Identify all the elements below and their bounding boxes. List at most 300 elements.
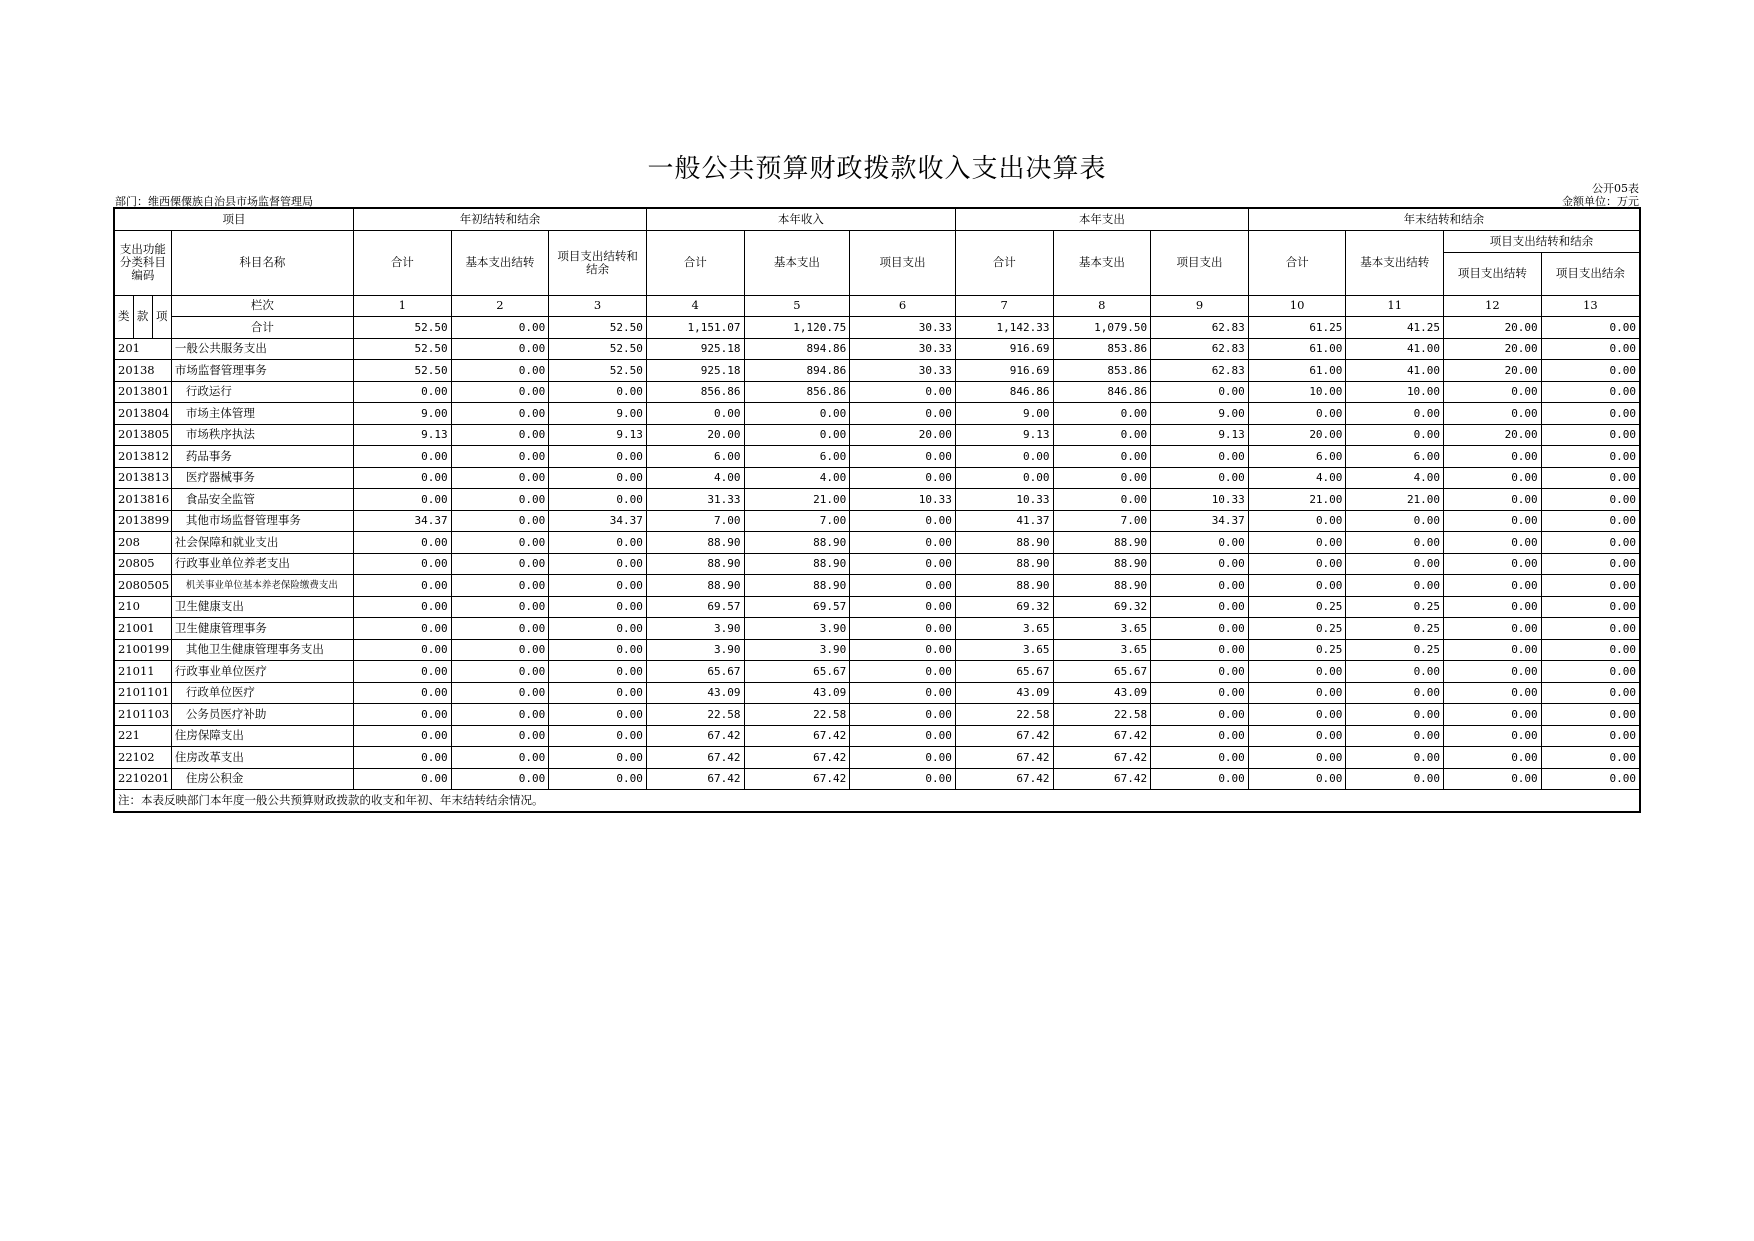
row-value: 67.42 bbox=[1053, 747, 1151, 769]
table-row bbox=[114, 381, 1640, 403]
row-value: 0.00 bbox=[1151, 725, 1249, 747]
row-value: 10.00 bbox=[1346, 381, 1444, 403]
row-value: 0.00 bbox=[1053, 489, 1151, 511]
row-name: 机关事业单位基本养老保险缴费支出 bbox=[171, 575, 353, 597]
row-value: 0.00 bbox=[1248, 682, 1346, 704]
row-value: 0.00 bbox=[451, 446, 549, 468]
row-value: 88.90 bbox=[646, 553, 744, 575]
row-value: 0.00 bbox=[1541, 360, 1640, 382]
row-value: 0.00 bbox=[1444, 510, 1542, 532]
row-value: 20.00 bbox=[1444, 338, 1542, 360]
row-value: 0.00 bbox=[1248, 725, 1346, 747]
header-kuan: 款 bbox=[133, 295, 152, 338]
row-value: 88.90 bbox=[646, 532, 744, 554]
total-value: 62.83 bbox=[1151, 317, 1249, 339]
row-value: 20.00 bbox=[850, 424, 956, 446]
row-code: 2210201 bbox=[114, 768, 171, 790]
row-value: 0.00 bbox=[744, 424, 850, 446]
row-value: 4.00 bbox=[1248, 467, 1346, 489]
row-value: 69.57 bbox=[744, 596, 850, 618]
table-row bbox=[114, 639, 1640, 661]
row-value: 0.00 bbox=[354, 446, 452, 468]
page-title: 一般公共预算财政拨款收入支出决算表 bbox=[647, 154, 1107, 184]
total-value: 52.50 bbox=[354, 317, 452, 339]
row-value: 0.00 bbox=[1151, 553, 1249, 575]
row-value: 3.65 bbox=[955, 618, 1053, 640]
row-value: 0.00 bbox=[1541, 424, 1640, 446]
total-value: 1,120.75 bbox=[744, 317, 850, 339]
row-value: 10.33 bbox=[850, 489, 956, 511]
table-row bbox=[114, 747, 1640, 769]
col-num: 7 bbox=[955, 295, 1053, 317]
row-value: 0.00 bbox=[549, 747, 647, 769]
row-value: 0.00 bbox=[1541, 661, 1640, 683]
row-value: 0.00 bbox=[354, 467, 452, 489]
row-name: 卫生健康管理事务 bbox=[171, 618, 353, 640]
row-value: 3.90 bbox=[744, 639, 850, 661]
row-value: 0.00 bbox=[1444, 553, 1542, 575]
row-value: 0.00 bbox=[1248, 768, 1346, 790]
row-value: 62.83 bbox=[1151, 360, 1249, 382]
row-value: 20.00 bbox=[1444, 360, 1542, 382]
row-value: 0.00 bbox=[1248, 747, 1346, 769]
row-value: 0.00 bbox=[354, 639, 452, 661]
row-value: 88.90 bbox=[1053, 553, 1151, 575]
row-name: 其他市场监督管理事务 bbox=[171, 510, 353, 532]
row-value: 0.00 bbox=[354, 768, 452, 790]
row-value: 0.00 bbox=[1151, 381, 1249, 403]
row-value: 0.00 bbox=[549, 682, 647, 704]
col-num: 10 bbox=[1248, 295, 1346, 317]
row-value: 925.18 bbox=[646, 338, 744, 360]
row-value: 10.33 bbox=[1151, 489, 1249, 511]
row-value: 9.13 bbox=[549, 424, 647, 446]
row-value: 916.69 bbox=[955, 338, 1053, 360]
row-value: 88.90 bbox=[646, 575, 744, 597]
row-value: 65.67 bbox=[955, 661, 1053, 683]
row-value: 856.86 bbox=[744, 381, 850, 403]
row-value: 22.58 bbox=[744, 704, 850, 726]
row-value: 88.90 bbox=[744, 575, 850, 597]
row-value: 0.00 bbox=[1541, 510, 1640, 532]
header-row-1 bbox=[114, 208, 1640, 230]
row-code: 2013801 bbox=[114, 381, 171, 403]
row-value: 0.00 bbox=[850, 553, 956, 575]
header-row-2 bbox=[114, 230, 1640, 252]
row-value: 0.00 bbox=[1444, 532, 1542, 554]
row-value: 0.00 bbox=[1541, 596, 1640, 618]
row-value: 43.09 bbox=[744, 682, 850, 704]
row-value: 0.00 bbox=[1541, 747, 1640, 769]
row-value: 9.13 bbox=[1151, 424, 1249, 446]
row-value: 0.00 bbox=[646, 403, 744, 425]
row-value: 41.00 bbox=[1346, 360, 1444, 382]
table-row bbox=[114, 510, 1640, 532]
total-row bbox=[114, 317, 1640, 339]
row-value: 0.00 bbox=[1541, 338, 1640, 360]
row-value: 4.00 bbox=[1346, 467, 1444, 489]
header-row-lanci bbox=[114, 295, 1640, 317]
row-value: 0.00 bbox=[354, 682, 452, 704]
table-note: 注：本表反映部门本年度一般公共预算财政拨款的收支和年初、年末结转结余情况。 bbox=[114, 790, 1640, 812]
row-value: 10.33 bbox=[955, 489, 1053, 511]
table-row bbox=[114, 768, 1640, 790]
row-value: 0.00 bbox=[1346, 510, 1444, 532]
row-value: 6.00 bbox=[1346, 446, 1444, 468]
header-expense: 本年支出 bbox=[955, 208, 1248, 230]
row-name: 住房公积金 bbox=[171, 768, 353, 790]
table-row bbox=[114, 424, 1640, 446]
row-value: 0.00 bbox=[1541, 381, 1640, 403]
row-value: 0.00 bbox=[451, 682, 549, 704]
row-value: 0.00 bbox=[451, 725, 549, 747]
row-value: 6.00 bbox=[1248, 446, 1346, 468]
row-value: 0.00 bbox=[1346, 575, 1444, 597]
row-value: 0.25 bbox=[1346, 596, 1444, 618]
row-value: 0.00 bbox=[549, 661, 647, 683]
row-value: 34.37 bbox=[1151, 510, 1249, 532]
row-value: 9.13 bbox=[955, 424, 1053, 446]
row-value: 0.00 bbox=[549, 446, 647, 468]
row-value: 0.00 bbox=[451, 639, 549, 661]
table-row bbox=[114, 360, 1640, 382]
col-num: 11 bbox=[1346, 295, 1444, 317]
header-expense-basic: 基本支出 bbox=[1053, 230, 1151, 295]
row-name: 医疗器械事务 bbox=[171, 467, 353, 489]
row-name: 行政事业单位医疗 bbox=[171, 661, 353, 683]
row-value: 0.00 bbox=[1541, 575, 1640, 597]
row-value: 0.00 bbox=[850, 618, 956, 640]
total-value: 52.50 bbox=[549, 317, 647, 339]
row-value: 0.00 bbox=[1248, 403, 1346, 425]
row-value: 0.00 bbox=[1444, 403, 1542, 425]
row-value: 0.00 bbox=[1151, 575, 1249, 597]
row-code: 2013804 bbox=[114, 403, 171, 425]
row-value: 0.00 bbox=[354, 704, 452, 726]
row-value: 52.50 bbox=[354, 338, 452, 360]
row-value: 69.32 bbox=[955, 596, 1053, 618]
row-value: 0.00 bbox=[354, 381, 452, 403]
row-value: 0.00 bbox=[1541, 768, 1640, 790]
row-value: 34.37 bbox=[354, 510, 452, 532]
row-value: 0.00 bbox=[549, 704, 647, 726]
row-value: 0.00 bbox=[1541, 489, 1640, 511]
row-name: 食品安全监管 bbox=[171, 489, 353, 511]
row-value: 0.25 bbox=[1346, 639, 1444, 661]
row-value: 67.42 bbox=[744, 747, 850, 769]
header-income-basic: 基本支出 bbox=[744, 230, 850, 295]
row-value: 67.42 bbox=[646, 725, 744, 747]
table-row bbox=[114, 532, 1640, 554]
row-code: 21011 bbox=[114, 661, 171, 683]
row-value: 0.00 bbox=[1444, 661, 1542, 683]
row-value: 0.00 bbox=[1444, 639, 1542, 661]
row-value: 894.86 bbox=[744, 360, 850, 382]
row-value: 0.00 bbox=[451, 338, 549, 360]
row-value: 0.00 bbox=[1541, 553, 1640, 575]
col-num: 6 bbox=[850, 295, 956, 317]
row-code: 210 bbox=[114, 596, 171, 618]
col-num: 4 bbox=[646, 295, 744, 317]
row-value: 20.00 bbox=[646, 424, 744, 446]
table-row bbox=[114, 618, 1640, 640]
row-code: 2013813 bbox=[114, 467, 171, 489]
row-value: 0.00 bbox=[1053, 446, 1151, 468]
row-value: 0.00 bbox=[850, 403, 956, 425]
row-value: 0.00 bbox=[850, 446, 956, 468]
row-value: 0.00 bbox=[1151, 682, 1249, 704]
row-value: 0.00 bbox=[451, 596, 549, 618]
row-value: 67.42 bbox=[744, 725, 850, 747]
row-value: 0.00 bbox=[1444, 618, 1542, 640]
row-value: 0.00 bbox=[354, 747, 452, 769]
row-value: 0.00 bbox=[549, 639, 647, 661]
row-value: 0.00 bbox=[451, 553, 549, 575]
row-value: 0.00 bbox=[1151, 446, 1249, 468]
row-value: 0.00 bbox=[451, 489, 549, 511]
row-value: 0.00 bbox=[1541, 725, 1640, 747]
table-row bbox=[114, 553, 1640, 575]
row-value: 0.00 bbox=[549, 381, 647, 403]
row-value: 3.65 bbox=[1053, 639, 1151, 661]
row-code: 20138 bbox=[114, 360, 171, 382]
row-value: 7.00 bbox=[744, 510, 850, 532]
row-code: 2013812 bbox=[114, 446, 171, 468]
header-code-label: 支出功能分类科目编码 bbox=[114, 230, 171, 295]
row-value: 0.00 bbox=[1346, 768, 1444, 790]
total-value: 1,079.50 bbox=[1053, 317, 1151, 339]
header-income: 本年收入 bbox=[646, 208, 955, 230]
row-value: 67.42 bbox=[955, 725, 1053, 747]
row-value: 853.86 bbox=[1053, 338, 1151, 360]
row-value: 894.86 bbox=[744, 338, 850, 360]
row-value: 21.00 bbox=[744, 489, 850, 511]
row-value: 0.00 bbox=[451, 403, 549, 425]
row-value: 0.00 bbox=[1151, 639, 1249, 661]
row-value: 67.42 bbox=[646, 768, 744, 790]
row-value: 0.00 bbox=[955, 467, 1053, 489]
row-value: 0.00 bbox=[354, 661, 452, 683]
row-name: 住房改革支出 bbox=[171, 747, 353, 769]
row-value: 52.50 bbox=[354, 360, 452, 382]
header-closing-project-group: 项目支出结转和结余 bbox=[1444, 230, 1640, 252]
row-value: 0.00 bbox=[1151, 596, 1249, 618]
row-value: 4.00 bbox=[646, 467, 744, 489]
row-value: 0.00 bbox=[850, 747, 956, 769]
row-value: 7.00 bbox=[1053, 510, 1151, 532]
row-value: 0.00 bbox=[850, 639, 956, 661]
row-value: 9.13 bbox=[354, 424, 452, 446]
row-value: 0.00 bbox=[1346, 553, 1444, 575]
row-value: 0.00 bbox=[1346, 725, 1444, 747]
row-value: 31.33 bbox=[646, 489, 744, 511]
row-value: 0.00 bbox=[549, 553, 647, 575]
row-value: 9.00 bbox=[1151, 403, 1249, 425]
row-value: 21.00 bbox=[1346, 489, 1444, 511]
header-xiang: 项 bbox=[152, 295, 171, 338]
row-value: 0.00 bbox=[1541, 618, 1640, 640]
table-row bbox=[114, 467, 1640, 489]
row-value: 0.00 bbox=[354, 489, 452, 511]
row-value: 0.00 bbox=[1248, 575, 1346, 597]
row-value: 0.00 bbox=[1248, 510, 1346, 532]
row-value: 41.37 bbox=[955, 510, 1053, 532]
row-value: 0.25 bbox=[1248, 639, 1346, 661]
total-value: 1,142.33 bbox=[955, 317, 1053, 339]
row-value: 65.67 bbox=[1053, 661, 1151, 683]
row-value: 0.00 bbox=[549, 489, 647, 511]
note-row bbox=[114, 790, 1640, 812]
row-value: 0.00 bbox=[1541, 467, 1640, 489]
row-value: 0.00 bbox=[1444, 704, 1542, 726]
header-opening-project: 项目支出结转和结余 bbox=[549, 230, 647, 295]
row-value: 88.90 bbox=[955, 575, 1053, 597]
row-value: 88.90 bbox=[955, 553, 1053, 575]
row-value: 43.09 bbox=[646, 682, 744, 704]
col-num: 9 bbox=[1151, 295, 1249, 317]
row-value: 20.00 bbox=[1248, 424, 1346, 446]
row-value: 0.00 bbox=[1444, 682, 1542, 704]
row-value: 0.00 bbox=[1541, 704, 1640, 726]
header-closing-project-carry: 项目支出结转 bbox=[1444, 252, 1542, 295]
table-row bbox=[114, 661, 1640, 683]
row-value: 3.65 bbox=[1053, 618, 1151, 640]
row-value: 65.67 bbox=[646, 661, 744, 683]
row-name: 市场秩序执法 bbox=[171, 424, 353, 446]
row-value: 0.00 bbox=[850, 467, 956, 489]
row-value: 67.42 bbox=[955, 768, 1053, 790]
row-value: 10.00 bbox=[1248, 381, 1346, 403]
row-value: 61.00 bbox=[1248, 338, 1346, 360]
row-value: 0.00 bbox=[549, 725, 647, 747]
row-value: 0.00 bbox=[1541, 682, 1640, 704]
row-value: 0.00 bbox=[1151, 532, 1249, 554]
header-lanci: 栏次 bbox=[171, 295, 353, 317]
row-code: 2100199 bbox=[114, 639, 171, 661]
row-value: 67.42 bbox=[646, 747, 744, 769]
row-code: 21001 bbox=[114, 618, 171, 640]
row-value: 0.00 bbox=[1151, 467, 1249, 489]
total-label: 合计 bbox=[171, 317, 353, 339]
row-value: 30.33 bbox=[850, 338, 956, 360]
row-value: 6.00 bbox=[646, 446, 744, 468]
row-value: 0.00 bbox=[1444, 596, 1542, 618]
row-value: 0.00 bbox=[1346, 532, 1444, 554]
row-value: 0.00 bbox=[1444, 489, 1542, 511]
row-name: 一般公共服务支出 bbox=[171, 338, 353, 360]
row-value: 0.00 bbox=[451, 575, 549, 597]
row-value: 0.00 bbox=[744, 403, 850, 425]
row-value: 0.00 bbox=[1541, 532, 1640, 554]
department-label: 部门：维西傈僳族自治县市场监督管理局 bbox=[115, 195, 313, 208]
row-value: 0.00 bbox=[354, 575, 452, 597]
row-value: 0.00 bbox=[850, 704, 956, 726]
row-value: 22.58 bbox=[646, 704, 744, 726]
row-value: 0.00 bbox=[1346, 661, 1444, 683]
row-value: 0.00 bbox=[451, 360, 549, 382]
row-value: 0.00 bbox=[1541, 446, 1640, 468]
total-value: 30.33 bbox=[850, 317, 956, 339]
row-value: 0.00 bbox=[850, 532, 956, 554]
budget-table bbox=[113, 207, 1641, 813]
header-expense-total: 合计 bbox=[955, 230, 1053, 295]
row-value: 4.00 bbox=[744, 467, 850, 489]
header-income-total: 合计 bbox=[646, 230, 744, 295]
header-expense-project: 项目支出 bbox=[1151, 230, 1249, 295]
row-value: 0.25 bbox=[1248, 596, 1346, 618]
row-value: 0.00 bbox=[1248, 553, 1346, 575]
row-value: 925.18 bbox=[646, 360, 744, 382]
row-value: 20.00 bbox=[1444, 424, 1542, 446]
total-value: 61.25 bbox=[1248, 317, 1346, 339]
header-closing-project-balance: 项目支出结余 bbox=[1541, 252, 1640, 295]
row-code: 22102 bbox=[114, 747, 171, 769]
unit-label: 金额单位：万元 bbox=[1562, 195, 1639, 208]
row-value: 30.33 bbox=[850, 360, 956, 382]
row-value: 52.50 bbox=[549, 338, 647, 360]
row-value: 67.42 bbox=[1053, 725, 1151, 747]
table-row bbox=[114, 489, 1640, 511]
col-num: 2 bbox=[451, 295, 549, 317]
total-value: 0.00 bbox=[451, 317, 549, 339]
row-value: 0.00 bbox=[1541, 403, 1640, 425]
row-value: 0.00 bbox=[1444, 381, 1542, 403]
row-name: 药品事务 bbox=[171, 446, 353, 468]
row-value: 0.25 bbox=[1346, 618, 1444, 640]
row-name: 行政事业单位养老支出 bbox=[171, 553, 353, 575]
row-value: 6.00 bbox=[744, 446, 850, 468]
row-value: 0.00 bbox=[850, 661, 956, 683]
row-value: 3.90 bbox=[744, 618, 850, 640]
table-row bbox=[114, 338, 1640, 360]
row-value: 52.50 bbox=[549, 360, 647, 382]
row-value: 0.00 bbox=[1151, 618, 1249, 640]
row-code: 2013805 bbox=[114, 424, 171, 446]
row-value: 0.00 bbox=[1444, 446, 1542, 468]
row-value: 0.00 bbox=[1053, 467, 1151, 489]
table-row bbox=[114, 403, 1640, 425]
row-value: 34.37 bbox=[549, 510, 647, 532]
row-value: 0.00 bbox=[850, 381, 956, 403]
row-code: 2101101 bbox=[114, 682, 171, 704]
row-value: 0.00 bbox=[1346, 682, 1444, 704]
total-value: 20.00 bbox=[1444, 317, 1542, 339]
row-value: 88.90 bbox=[1053, 532, 1151, 554]
row-value: 67.42 bbox=[744, 768, 850, 790]
row-name: 行政运行 bbox=[171, 381, 353, 403]
header-closing-basic: 基本支出结转 bbox=[1346, 230, 1444, 295]
row-value: 0.00 bbox=[451, 618, 549, 640]
row-value: 0.00 bbox=[451, 467, 549, 489]
col-num: 3 bbox=[549, 295, 647, 317]
row-value: 0.00 bbox=[451, 381, 549, 403]
row-value: 9.00 bbox=[955, 403, 1053, 425]
row-value: 0.00 bbox=[1248, 704, 1346, 726]
row-value: 0.00 bbox=[451, 768, 549, 790]
table-row bbox=[114, 725, 1640, 747]
row-code: 221 bbox=[114, 725, 171, 747]
row-value: 0.00 bbox=[1346, 704, 1444, 726]
row-value: 22.58 bbox=[1053, 704, 1151, 726]
header-lei: 类 bbox=[114, 295, 133, 338]
row-value: 0.00 bbox=[549, 768, 647, 790]
row-value: 0.00 bbox=[549, 575, 647, 597]
row-value: 0.00 bbox=[451, 532, 549, 554]
row-value: 0.00 bbox=[850, 682, 956, 704]
row-value: 0.00 bbox=[354, 532, 452, 554]
row-value: 3.90 bbox=[646, 639, 744, 661]
col-num: 13 bbox=[1541, 295, 1640, 317]
